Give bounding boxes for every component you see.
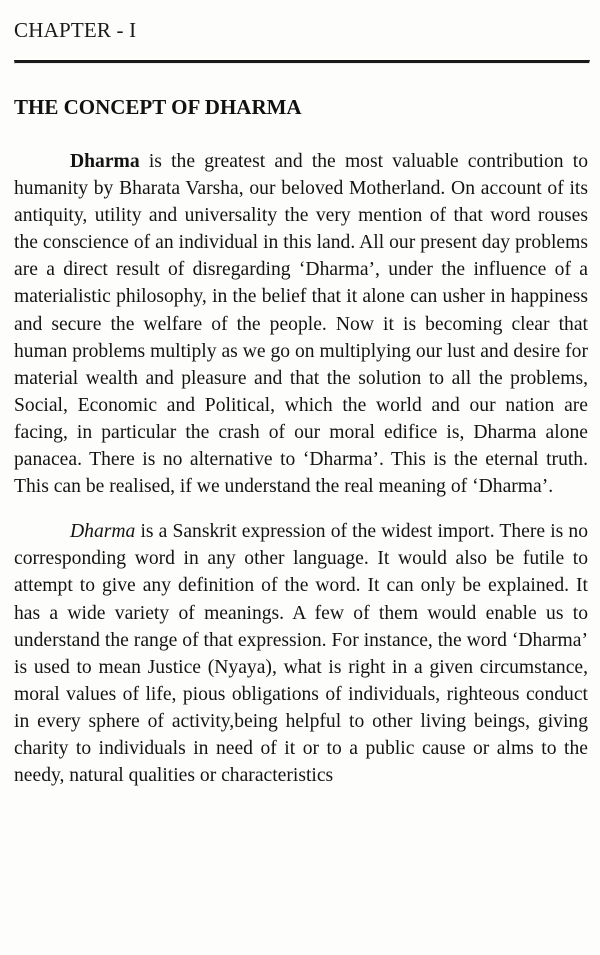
running-head: CHAPTER - I — [14, 18, 137, 42]
paragraph-1-text: is the greatest and the most valuable contribution to humanity by Bharata Varsha, our beloved Motherland. On account of its antiquity, utility and universality the very mention of that word rouses the conscience of an individual in this land. All our present day problems are a direct result of disregarding ‘Dharma’, under the influence of a materialistic philosophy, in the belief that it alone can usher in happiness and secure the welfare of the people. Now it is becoming clear that human problems multiply as we go on multiplying our lust and desire for material wealth and pleasure and that the solution to all the problems, Social, Economic and Political, which the world and our nation are facing, in particular the crash of our moral edifice is, Dharma alone panacea. There is no alternative to ‘Dharma’. This is the eternal truth. This can be realised, if we understand the real meaning of ‘Dharma’. — [14, 151, 588, 498]
paragraph-2-lead: Dharma — [70, 521, 136, 543]
paragraph-2-text: is a Sanskrit expression of the widest import. There is no corresponding word in any other language. It would also be futile to attempt to give any definition of the word. It can only be explained. It has a wide variety of meanings. A few of them would enable us to understand the range of that expression. For instance, the word ‘Dharma’ is used to mean Justice (Nyaya), what is right in a given circumstance, moral values of life, pious obligations of individuals, righteous conduct in every sphere of activity,being helpful to other living beings, giving charity to individuals in need of it or to a public cause or alms to the needy, natural qualities or characteristics — [14, 521, 588, 787]
paragraph-1-lead: Dharma — [70, 151, 140, 172]
paragraph-2 — [14, 518, 588, 789]
header-rule — [14, 60, 590, 64]
body-text — [14, 148, 588, 807]
chapter-title: THE CONCEPT OF DHARMA — [14, 95, 302, 119]
paragraph-1 — [14, 148, 588, 500]
